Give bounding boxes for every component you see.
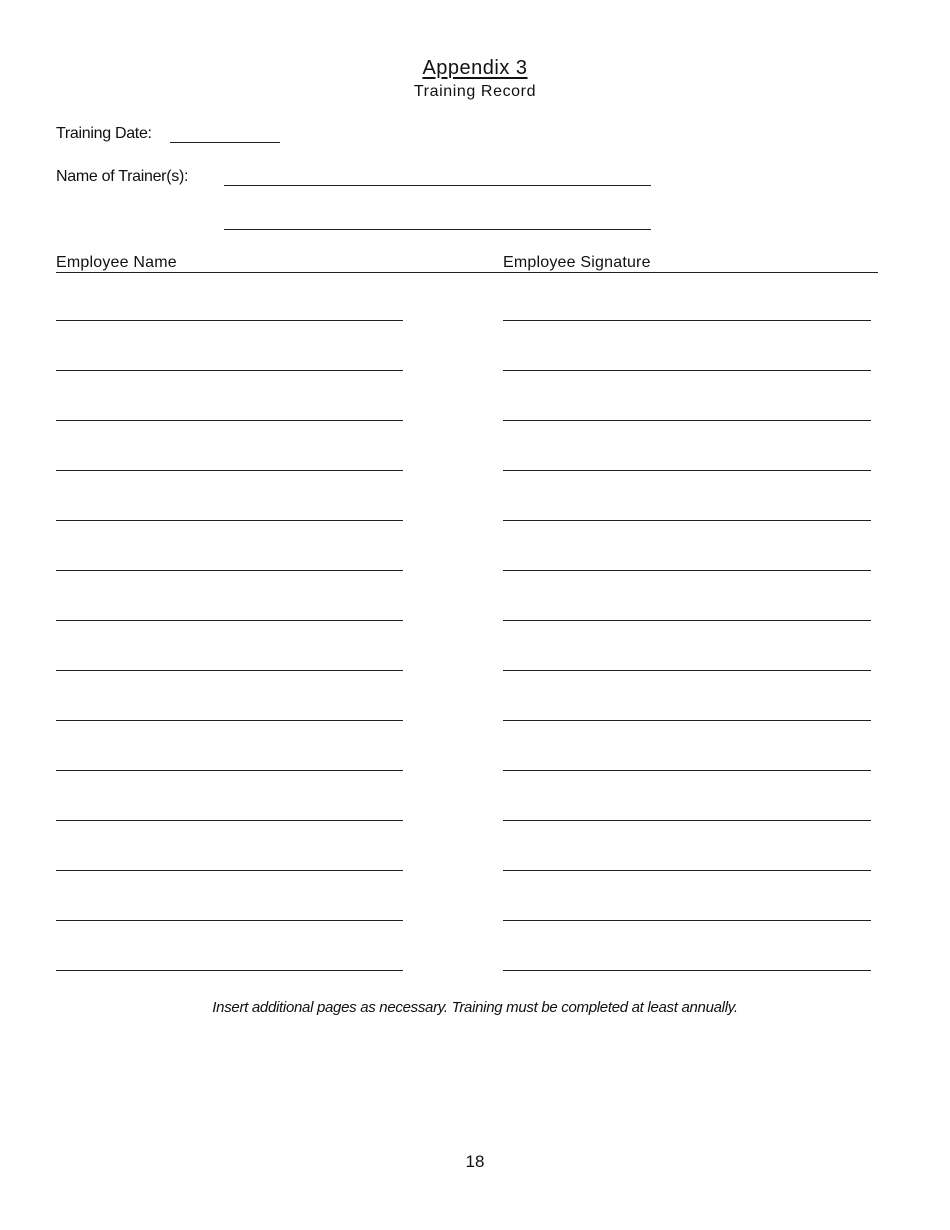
employee-signature-blank[interactable] bbox=[503, 370, 871, 371]
employee-name-blank[interactable] bbox=[56, 470, 403, 471]
column-header-employee-name: Employee Name bbox=[56, 254, 177, 271]
employee-signature-blank[interactable] bbox=[503, 970, 871, 971]
employee-signature-blank[interactable] bbox=[503, 320, 871, 321]
employee-name-blank[interactable] bbox=[56, 770, 403, 771]
employee-name-blank[interactable] bbox=[56, 520, 403, 521]
employee-name-blank[interactable] bbox=[56, 320, 403, 321]
page-title: Appendix 3 bbox=[422, 57, 528, 79]
employee-name-blank[interactable] bbox=[56, 970, 403, 971]
employee-name-blank[interactable] bbox=[56, 370, 403, 371]
trainer-label: Name of Trainer(s): bbox=[56, 168, 189, 185]
column-header-employee-signature: Employee Signature bbox=[503, 254, 651, 271]
page-number: 18 bbox=[465, 1152, 485, 1171]
employee-signature-blank[interactable] bbox=[503, 570, 871, 571]
header-divider bbox=[56, 272, 878, 273]
employee-signature-blank[interactable] bbox=[503, 620, 871, 621]
employee-name-blank[interactable] bbox=[56, 420, 403, 421]
trainer-blank-2[interactable] bbox=[224, 229, 651, 230]
employee-signature-blank[interactable] bbox=[503, 670, 871, 671]
employee-signature-blank[interactable] bbox=[503, 820, 871, 821]
employee-name-blank[interactable] bbox=[56, 570, 403, 571]
training-date-label: Training Date: bbox=[56, 125, 152, 142]
employee-signature-blank[interactable] bbox=[503, 920, 871, 921]
employee-signature-blank[interactable] bbox=[503, 420, 871, 421]
employee-signature-blank[interactable] bbox=[503, 770, 871, 771]
employee-name-blank[interactable] bbox=[56, 820, 403, 821]
employee-signature-blank[interactable] bbox=[503, 470, 871, 471]
employee-name-blank[interactable] bbox=[56, 670, 403, 671]
employee-signature-blank[interactable] bbox=[503, 720, 871, 721]
employee-name-blank[interactable] bbox=[56, 870, 403, 871]
employee-signature-blank[interactable] bbox=[503, 870, 871, 871]
employee-signature-blank[interactable] bbox=[503, 520, 871, 521]
employee-name-blank[interactable] bbox=[56, 620, 403, 621]
page-subtitle: Training Record bbox=[413, 83, 537, 100]
trainer-blank-1[interactable] bbox=[224, 185, 651, 186]
instruction-note: Insert additional pages as necessary. Training must be completed at least annually. bbox=[212, 999, 738, 1016]
employee-name-blank[interactable] bbox=[56, 920, 403, 921]
employee-name-blank[interactable] bbox=[56, 720, 403, 721]
training-date-blank[interactable] bbox=[170, 142, 280, 143]
